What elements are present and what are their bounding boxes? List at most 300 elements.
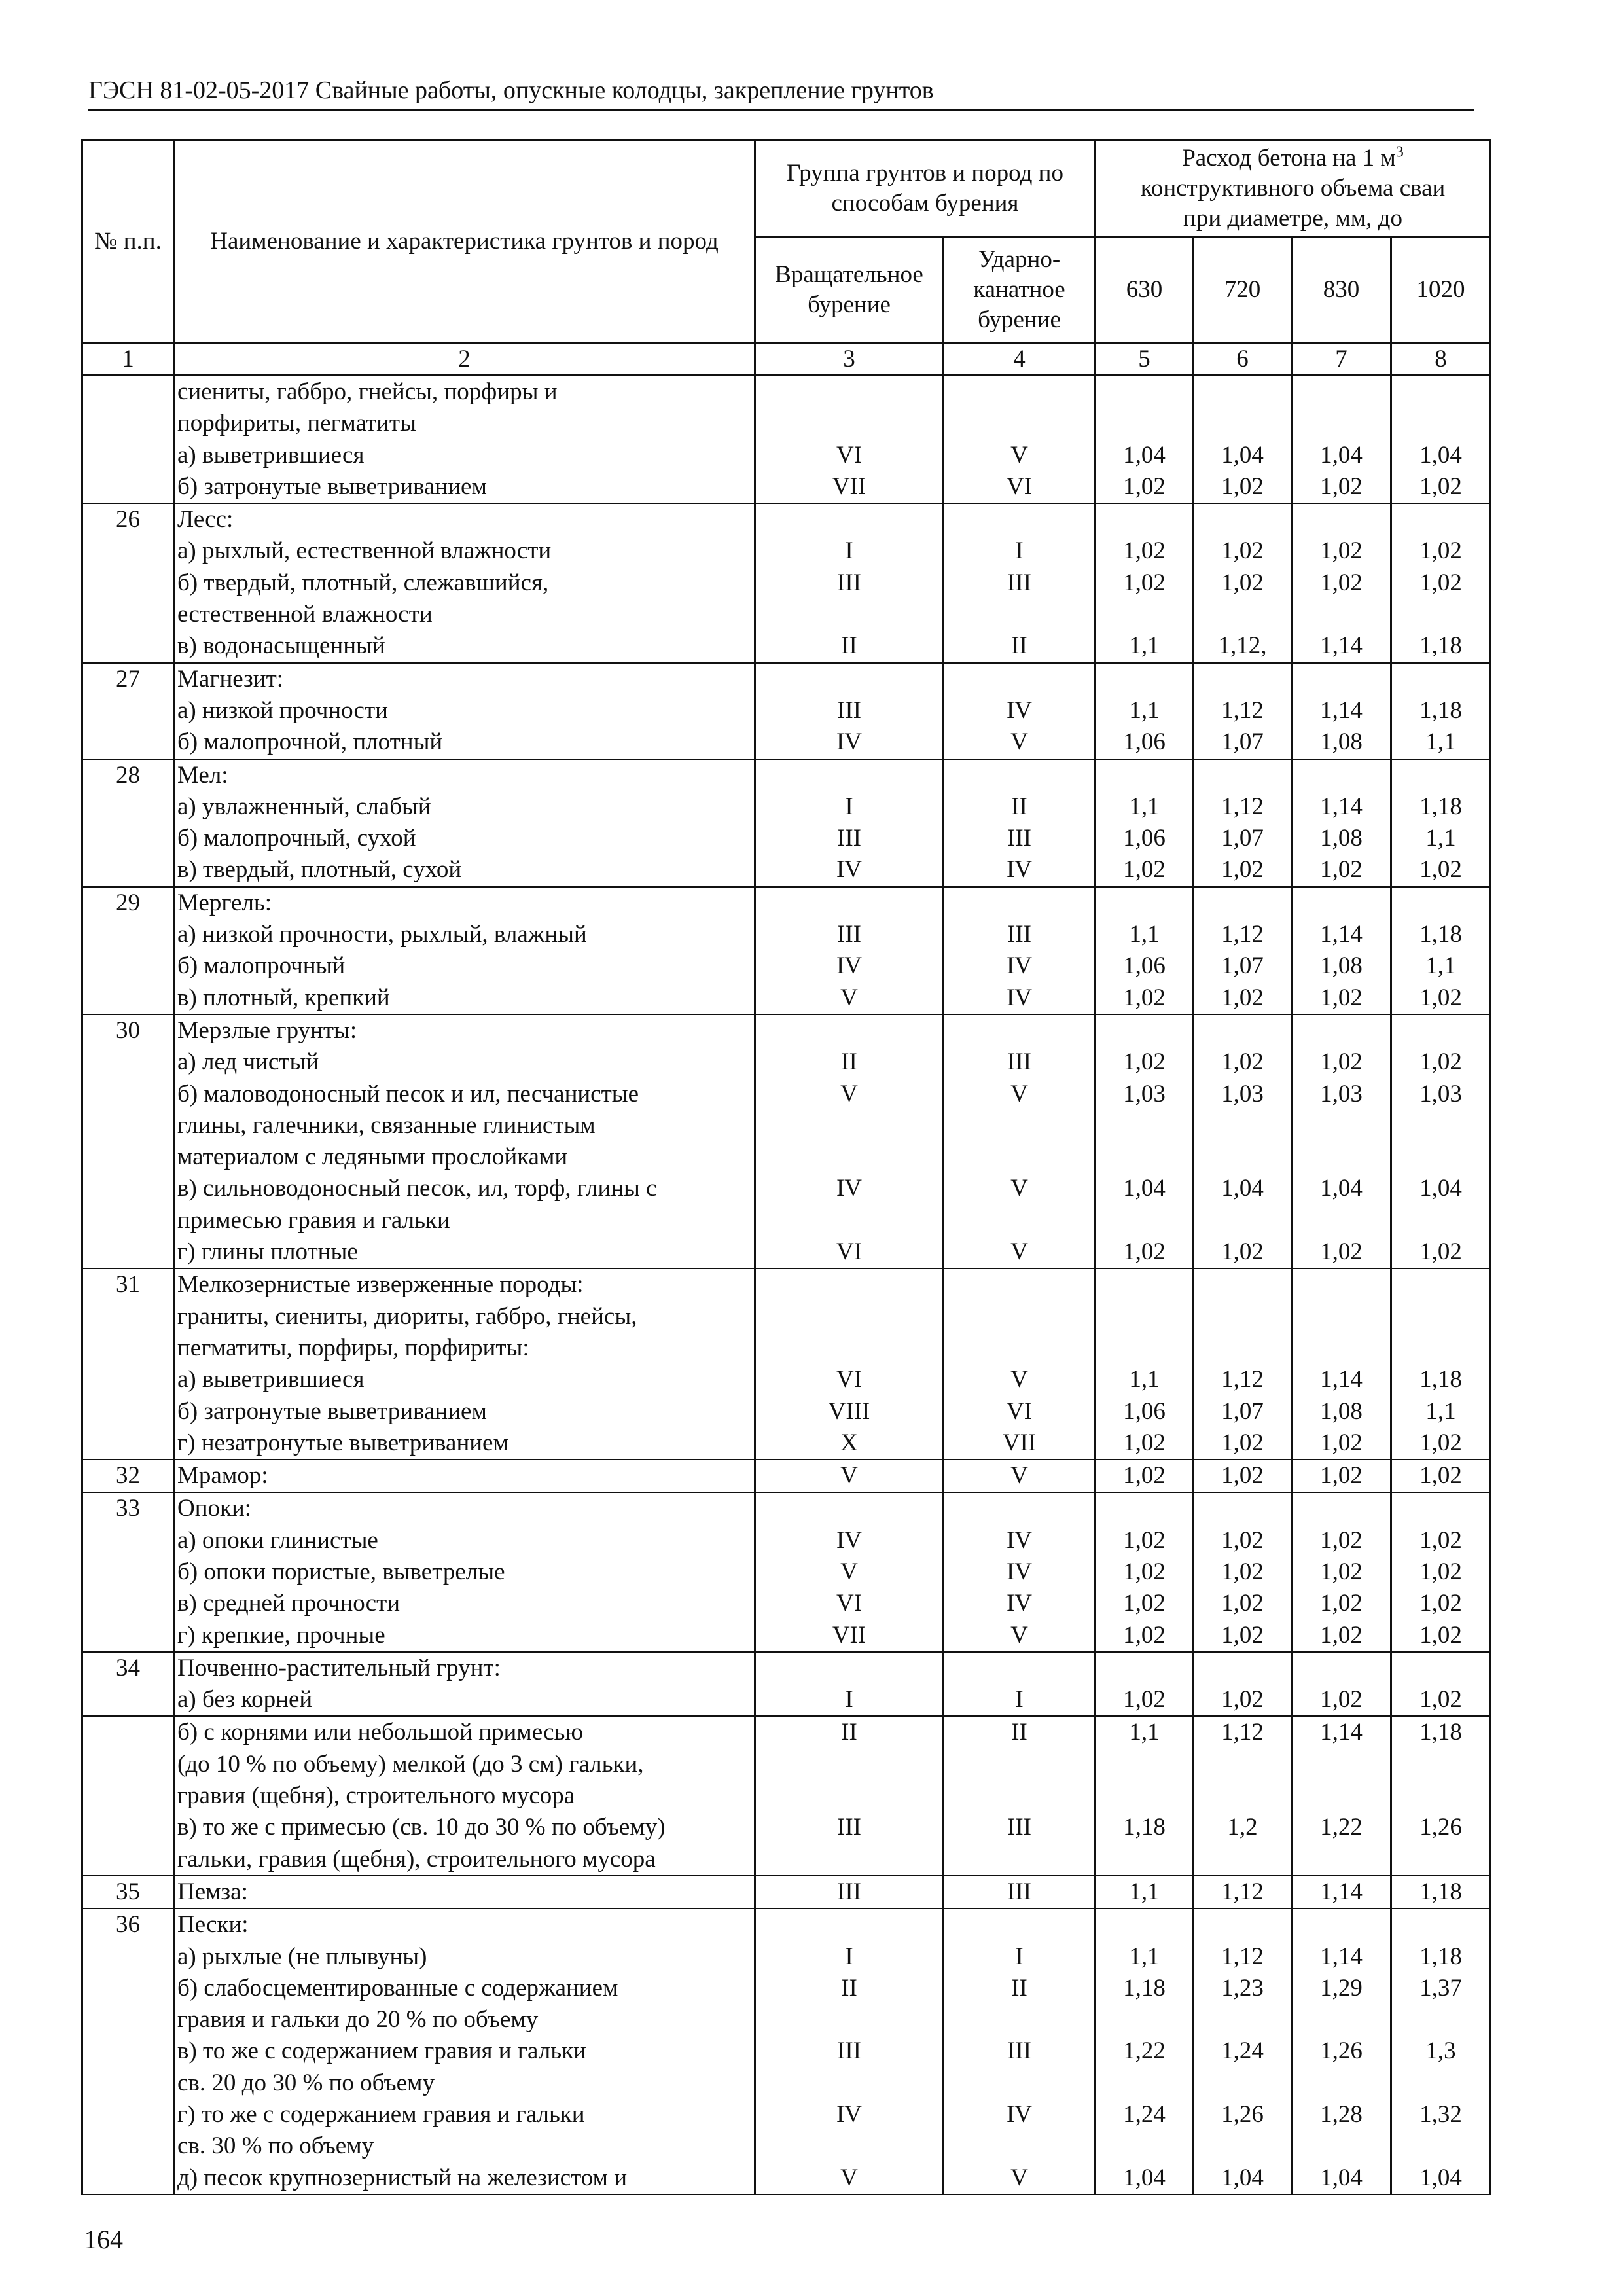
cell-value: IV [836,1526,863,1554]
cell-value: 1,12 [1221,1943,1264,1970]
cell-value: X [840,1429,858,1456]
cell-value: 1,02 [1320,984,1363,1011]
percussion-group-cell [944,663,1096,759]
cell-value [758,1780,940,1812]
cell-value [1295,2130,1387,2162]
cell-value: III [837,921,861,948]
soil-name-line: граниты, сиениты, диориты, габбро, гнейсы, [177,1302,637,1330]
cell-value: IV [836,728,863,756]
usage-830-cell [1292,1014,1391,1268]
usage-830-cell [1292,1268,1391,1460]
soil-name-cell [174,887,755,1014]
cell-value: 1,08 [1320,825,1363,852]
cell-value [1295,1749,1387,1780]
cell-value: III [1007,1049,1031,1076]
cell-value [758,1333,940,1364]
cell-value: I [1015,1943,1024,1970]
cell-value: 1,02 [1320,856,1363,884]
cell-value: V [840,1080,858,1107]
usage-830-cell [1292,759,1391,887]
cell-value: IV [1006,1590,1033,1617]
cell-value: 1,07 [1221,1397,1264,1425]
cell-value [758,1844,940,1875]
cell-value: 1,07 [1221,825,1264,852]
cell-value [947,2130,1092,2162]
cell-value [947,1015,1092,1047]
cell-value: 1,02 [1123,1590,1166,1617]
cell-value [1099,2004,1190,2036]
cell-value: I [1015,537,1024,565]
rotary-group-cell [755,503,944,662]
table-row [82,759,1491,887]
soil-concrete-table [81,139,1491,2195]
cell-value: 1,02 [1123,1238,1166,1266]
soil-name-line: б) маловодоносный песок и ил, песчанистые [177,1080,639,1107]
soil-name-cell [174,1268,755,1460]
table-row [82,1876,1491,1909]
cell-value: 1,02 [1419,1238,1462,1266]
cell-value: 1,02 [1320,537,1363,565]
cell-value: 1,02 [1419,1429,1462,1456]
cell-value: V [1010,1621,1028,1649]
cell-value: 1,02 [1419,1558,1462,1585]
cell-value: 1,02 [1123,1526,1166,1554]
col-header-diameter-720: 720 [1194,237,1292,344]
cell-value: 1,02 [1221,984,1264,1011]
cell-value [758,408,940,439]
soil-name-line: естественной влажности [177,601,433,628]
cell-value: III [837,1878,861,1905]
rotary-group-cell [755,1876,944,1909]
usage-630-cell [1096,759,1194,887]
soil-name-cell [174,1716,755,1875]
cell-value [1295,2004,1387,2036]
soil-name-line: в) водонасыщенный [177,632,385,660]
col-header-diameter-1020: 1020 [1391,237,1491,344]
soil-name-line: гравия (щебня), строительного мусора [177,1782,575,1810]
cell-value: V [1010,728,1028,756]
soil-name-cell [174,503,755,662]
cell-value: 1,02 [1123,1686,1166,1713]
cell-value [1099,1333,1190,1364]
cell-value: 1,26 [1320,2037,1363,2065]
cell-value: 1,18 [1419,1878,1462,1905]
cell-value: 1,02 [1221,537,1264,565]
cell-value: 1,1 [1129,921,1160,948]
cell-value: 1,04 [1419,441,1462,469]
cell-value [1099,1015,1190,1047]
cell-value [758,1205,940,1236]
cell-value [1197,888,1288,919]
row-number-text [86,376,170,408]
soil-name-line: в) средней прочности [177,1590,401,1617]
cell-value: IV [1006,984,1033,1011]
percussion-group-cell [944,1268,1096,1460]
cell-value [1099,1110,1190,1141]
soil-name-line: сиениты, габбро, гнейсы, порфиры и [177,378,558,405]
row-number-text [86,1717,170,1748]
cell-value: VI [836,1366,863,1393]
cell-value [1099,760,1190,791]
soil-name-line: порфириты, пегматиты [177,410,416,437]
cell-value [758,1301,940,1333]
cell-value: 1,02 [1221,1686,1264,1713]
soil-name-line: а) низкой прочности, рыхлый, влажный [177,921,587,948]
cell-value: 1,03 [1320,1080,1363,1107]
cell-value: III [837,569,861,596]
cell-value [947,2004,1092,2036]
col-index: 1 [82,344,174,376]
cell-value: V [840,1462,858,1490]
cell-value [1295,599,1387,630]
cell-value: 1,12 [1221,1719,1264,1746]
cell-value: III [1007,825,1031,852]
usage-630-cell [1096,1909,1194,2195]
usage-1020-cell [1391,1716,1491,1875]
table-row [82,376,1491,504]
usage-630-cell [1096,1652,1194,1717]
cell-value: III [1007,1814,1031,1841]
usage-720-cell [1194,1652,1292,1717]
cell-value: VI [1006,1397,1033,1425]
cell-value: 1,32 [1419,2101,1462,2128]
soil-name-line: б) твердый, плотный, слежавшийся, [177,569,549,596]
col-header-number: № п.п. [82,140,174,344]
cell-value [1395,1333,1487,1364]
cell-value: VI [836,1238,863,1266]
soil-name-line: св. 20 до 30 % по объему [177,2069,435,2096]
table-body [82,376,1491,2195]
cell-value [1395,1653,1487,1684]
cell-value: V [840,984,858,1011]
cell-value [758,1909,940,1941]
cell-value: 1,14 [1320,632,1363,660]
cell-value: 1,02 [1123,473,1166,500]
cell-value: 1,08 [1320,1397,1363,1425]
usage-1020-cell [1391,1460,1491,1492]
cell-value [1295,1205,1387,1236]
usage-630-cell [1096,887,1194,1014]
col-index: 5 [1096,344,1194,376]
cell-value: IV [1006,952,1033,980]
column-index-row [82,344,1491,376]
cell-value: II [841,1719,857,1746]
table-row [82,663,1491,759]
usage-830-cell [1292,1876,1391,1909]
cell-value [1395,1141,1487,1173]
cell-value: VII [1002,1429,1037,1456]
rotary-group-cell [755,1909,944,2195]
cell-value: 1,12 [1221,696,1264,724]
cell-value [1197,1141,1288,1173]
usage-1020-cell [1391,663,1491,759]
cell-value: 1,18 [1419,632,1462,660]
cell-value [1197,1110,1288,1141]
usage-830-cell [1292,1492,1391,1651]
cell-value: 1,1 [1129,632,1160,660]
cell-value: 1,02 [1221,1621,1264,1649]
cell-value: III [837,696,861,724]
cell-value: 1,14 [1320,793,1363,820]
row-number [82,1014,174,1268]
cell-value: II [841,1049,857,1076]
cell-value: 1,02 [1221,1526,1264,1554]
row-number [82,1652,174,1717]
cell-value [1099,1844,1190,1875]
cell-value [1395,504,1487,535]
cell-value [1295,888,1387,919]
cell-value: 1,14 [1320,696,1363,724]
cell-value: 1,18 [1419,696,1462,724]
cell-value: 1,04 [1123,1175,1166,1202]
cell-value [758,1493,940,1524]
cell-value: 1,2 [1227,1814,1258,1841]
cell-value: 1,02 [1419,569,1462,596]
cell-value: V [1010,1175,1028,1202]
cell-value: II [1011,1719,1027,1746]
cell-value [947,1269,1092,1300]
cell-value [947,408,1092,439]
cell-value [1197,1749,1288,1780]
usage-line-3: при диаметре, мм, до [1183,204,1402,232]
rotary-group-cell [755,1492,944,1651]
cell-value: 1,02 [1419,984,1462,1011]
cell-value: VI [836,1590,863,1617]
cell-value: 1,02 [1123,1621,1166,1649]
cell-value [1099,2068,1190,2099]
cell-value: 1,04 [1221,2164,1264,2191]
cell-value: II [1011,632,1027,660]
cell-value: 1,1 [1129,1366,1160,1393]
percussion-group-cell [944,759,1096,887]
row-number [82,1909,174,2195]
cell-value: 1,1 [1425,1397,1456,1425]
cell-value: 1,18 [1419,793,1462,820]
table-row [82,1460,1491,1492]
cell-value: III [1007,921,1031,948]
soil-name-line: Мел: [177,761,228,789]
cell-value: 1,37 [1419,1974,1462,2001]
cell-value: 1,02 [1320,1429,1363,1456]
row-number-text: 31 [116,1271,140,1299]
soil-name-line: гальки, гравия (щебня), строительного мусора [177,1845,656,1873]
cell-value: 1,12 [1221,921,1264,948]
cell-value [1197,1909,1288,1941]
cell-value [1395,599,1487,630]
usage-720-cell [1194,1909,1292,2195]
cell-value: 1,02 [1419,1049,1462,1076]
usage-630-cell [1096,1716,1194,1875]
row-number [82,1492,174,1651]
cell-value: 1,12 [1221,1878,1264,1905]
cell-value: II [1011,1974,1027,2001]
cell-value [1099,1780,1190,1812]
cell-value [1395,1015,1487,1047]
soil-name-cell [174,1014,755,1268]
cell-value [758,1110,940,1141]
cell-value: V [1010,441,1028,469]
cell-value: III [837,1814,861,1841]
cell-value [1197,1301,1288,1333]
cell-value [1295,1141,1387,1173]
col-index: 6 [1194,344,1292,376]
cell-value: 1,02 [1221,856,1264,884]
soil-name-line: Почвенно-растительный грунт: [177,1654,501,1681]
cell-value: 1,02 [1123,569,1166,596]
cell-value [1099,2130,1190,2162]
usage-720-cell [1194,887,1292,1014]
cell-value: 1,04 [1221,1175,1264,1202]
soil-name-line: г) то же с содержанием гравия и гальки [177,2101,585,2128]
cell-value: 1,04 [1419,2164,1462,2191]
percussion-group-cell [944,1492,1096,1651]
cell-value: 1,1 [1129,696,1160,724]
usage-1020-cell [1391,1876,1491,1909]
col-index: 4 [944,344,1096,376]
cell-value [947,888,1092,919]
cell-value: V [1010,1080,1028,1107]
soil-name-line: Пески: [177,1911,249,1939]
row-number [82,1876,174,1909]
usage-1020-cell [1391,887,1491,1014]
cell-value: 1,08 [1320,952,1363,980]
cell-value: 1,12, [1218,632,1267,660]
cell-value [1197,664,1288,695]
cell-value [1197,1844,1288,1875]
cell-value [947,1749,1092,1780]
cell-value [1295,2068,1387,2099]
col-header-concrete-usage [1096,140,1491,237]
page-header: ГЭСН 81-02-05-2017 Свайные работы, опускные колодцы, закрепление грунтов [88,73,1474,111]
cell-value [947,1333,1092,1364]
cell-value: IV [1006,856,1033,884]
cell-value: 1,1 [1129,1943,1160,1970]
usage-630-cell [1096,376,1194,504]
cell-value: 1,02 [1320,1686,1363,1713]
soil-name-cell [174,1909,755,2195]
cell-value [1295,1780,1387,1812]
cell-value [1395,376,1487,408]
cell-value [1099,376,1190,408]
table-row [82,1716,1491,1875]
cell-value: VI [1006,473,1033,500]
cell-value: VIII [828,1397,870,1425]
rotary-group-cell [755,759,944,887]
cell-value: I [845,1686,853,1713]
cell-value [1197,1269,1288,1300]
cell-value [758,376,940,408]
col-index: 8 [1391,344,1491,376]
percussion-group-cell [944,887,1096,1014]
cell-value: 1,14 [1320,1878,1363,1905]
cell-value [947,376,1092,408]
rotary-group-cell [755,376,944,504]
cell-value: 1,3 [1425,2037,1456,2065]
cell-value [1197,1333,1288,1364]
percussion-group-cell [944,1909,1096,2195]
soil-name-cell [174,1492,755,1651]
cell-value [758,599,940,630]
percussion-group-cell [944,1652,1096,1717]
cell-value: 1,18 [1123,1974,1166,2001]
usage-720-cell [1194,376,1292,504]
table-row [82,1909,1491,2195]
cell-value: VII [832,1621,866,1649]
cell-value: 1,02 [1123,1462,1166,1490]
soil-name-line: а) лед чистый [177,1049,319,1076]
cell-value [1099,599,1190,630]
soil-name-line: д) песок крупнозернистый на железистом и [177,2164,628,2191]
cell-value [1197,599,1288,630]
cell-value: I [845,537,853,565]
cell-value [1197,376,1288,408]
cell-value: 1,08 [1320,728,1363,756]
cell-value: 1,07 [1221,952,1264,980]
cell-value: V [1010,2164,1028,2191]
row-number [82,887,174,1014]
page-number: 164 [84,2225,123,2254]
soil-name-line: а) увлажненный, слабый [177,793,431,820]
row-number-text: 29 [116,889,140,916]
cell-value: 1,02 [1419,1462,1462,1490]
cell-value [1099,1141,1190,1173]
cell-value: 1,02 [1221,1049,1264,1076]
soil-name-line: а) опоки глинистые [177,1526,378,1554]
cell-value: IV [836,2101,863,2128]
cell-value: 1,02 [1123,1558,1166,1585]
soil-name-line: б) затронутые выветриванием [177,473,487,500]
cell-value [758,1269,940,1300]
cell-value [1395,664,1487,695]
col-index: 2 [174,344,755,376]
cell-value: 1,02 [1320,473,1363,500]
cell-value [758,760,940,791]
soil-name-line: примесью гравия и гальки [177,1206,450,1234]
cell-value [1395,2068,1487,2099]
cell-value: 1,02 [1221,569,1264,596]
cell-value [1395,888,1487,919]
cell-value: 1,02 [1419,537,1462,565]
cell-value [1197,2068,1288,2099]
usage-630-cell [1096,1014,1194,1268]
soil-name-line: (до 10 % по объему) мелкой (до 3 см) гальки, [177,1750,644,1778]
usage-720-cell [1194,1460,1292,1492]
cell-value: 1,29 [1320,1974,1363,2001]
usage-830-cell [1292,887,1391,1014]
cell-value [947,1653,1092,1684]
cell-value: 1,02 [1419,1621,1462,1649]
cell-value: V [1010,1366,1028,1393]
usage-630-cell [1096,503,1194,662]
cell-value [1395,760,1487,791]
cell-value: 1,02 [1320,569,1363,596]
cell-value: IV [1006,2101,1033,2128]
cell-value: II [841,632,857,660]
soil-name-line: в) твердый, плотный, сухой [177,856,462,884]
table-row [82,1492,1491,1651]
percussion-group-cell [944,1716,1096,1875]
col-header-diameter-830: 830 [1292,237,1391,344]
soil-name-line: Мрамор: [177,1462,268,1490]
usage-830-cell [1292,1716,1391,1875]
cell-value [758,1141,940,1173]
cell-value [1197,1015,1288,1047]
cell-value [1295,504,1387,535]
cell-value: 1,04 [1419,1175,1462,1202]
cell-value [1099,1493,1190,1524]
soil-name-line: б) опоки пористые, выветрелые [177,1558,505,1585]
cell-value: 1,23 [1221,1974,1264,2001]
